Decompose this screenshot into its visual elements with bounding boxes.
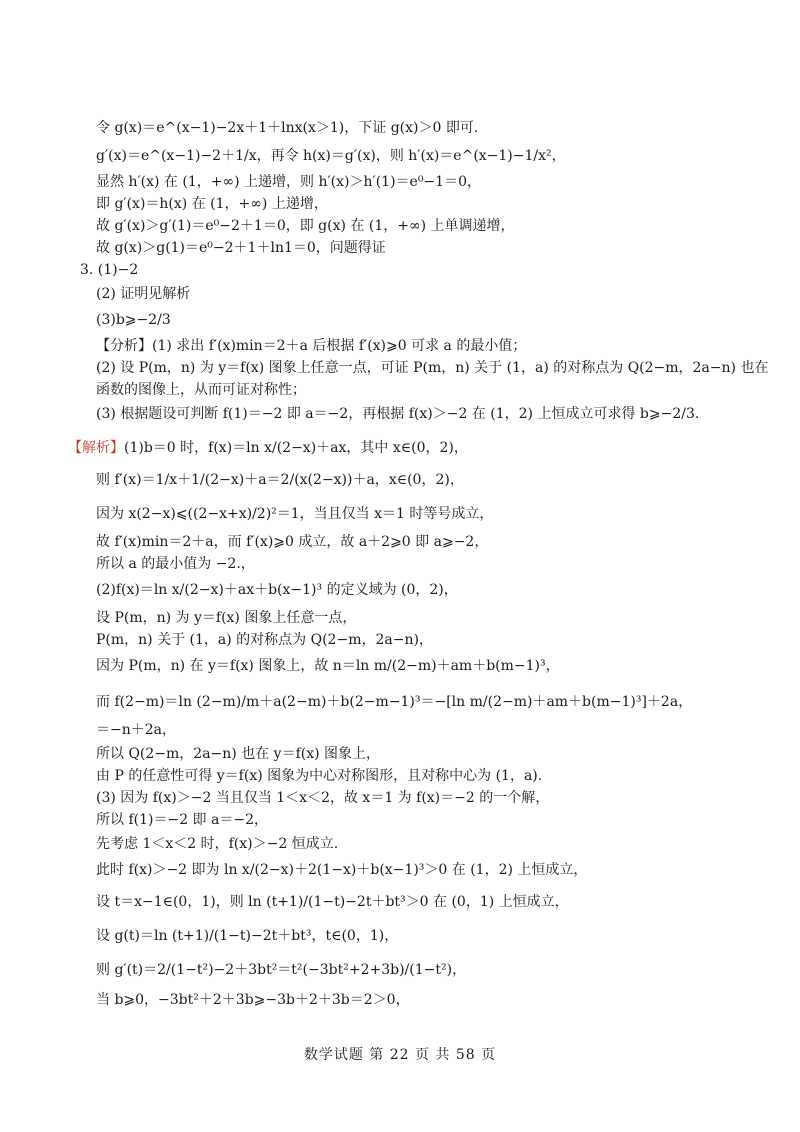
line-text: 而 f(2−m)＝ln (2−m)/m＋a(2−m)＋b(2−m−1)³＝−[ln m/(2−m)＋am＋b(m−1)³]＋2a， <box>96 694 693 710</box>
line-text: 设 g(t)＝ln (t+1)/(1−t)−2t＋bt³，t∈(0，1)， <box>96 928 399 944</box>
text-line <box>96 310 716 330</box>
line-text: 所以 a 的最小值为 −2.， <box>96 556 255 572</box>
text-line <box>96 146 716 166</box>
line-text: (1)b＝0 时，f(x)＝ln x/(2−x)＋ax，其中 x∈(0，2)， <box>124 440 468 456</box>
text-line <box>96 766 716 786</box>
text-line <box>96 744 716 764</box>
text-line <box>96 630 716 650</box>
line-text: 则 g′(t)＝2/(1−t²)−2＋3bt²＝t²(−3bt²+2+3b)/(1−t²)， <box>96 962 467 978</box>
line-text: 所以 f(1)＝−2 即 a＝−2， <box>96 812 268 828</box>
text-line <box>96 404 716 424</box>
line-text: (3) 根据题设可判断 f(1)＝−2 即 a＝−2，再根据 f(x)＞−2 在 (1，2) 上恒成立可求得 b⩾−2/3. <box>96 406 700 422</box>
line-text: 因为 x(2−x)⩽((2−x+x)/2)²＝1，当且仅当 x＝1 时等号成立， <box>96 506 494 522</box>
text-line <box>96 238 716 258</box>
line-text: 【分析】(1) 求出 f′(x)min＝2＋a 后根据 f′(x)⩾0 可求 a 的最小值； <box>96 338 527 354</box>
text-line <box>96 810 716 830</box>
line-text: 设 P(m，n) 为 y＝f(x) 图象上任意一点， <box>96 610 357 626</box>
text-line <box>96 532 716 552</box>
text-line <box>96 336 716 356</box>
line-text: (2) 证明见解析 <box>96 286 191 302</box>
line-text: 设 t＝x−1∈(0，1)，则 ln (t+1)/(1−t)−2t＋bt³＞0 在 (0，1) 上恒成立， <box>96 894 569 910</box>
line-text: 故 g′(x)＞g′(1)＝e⁰−2＋1＝0，即 g(x) 在 (1，+∞) 上单调递增， <box>96 218 515 234</box>
text-line <box>96 554 716 574</box>
line-text: 此时 f(x)＞−2 即为 ln x/(2−x)＋2(1−x)＋b(x−1)³＞0 在 (1，2) 上恒成立， <box>96 862 588 878</box>
text-line <box>96 834 716 854</box>
text-line <box>96 892 716 912</box>
text-line <box>96 860 716 880</box>
text-line <box>96 720 716 740</box>
line-text: (2) 设 P(m，n) 为 y＝f(x) 图象上任意一点，可证 P(m，n) 关于 (1，a) 的对称点为 Q(2−m，2a−n) 也在 <box>96 360 769 376</box>
text-line <box>96 608 716 628</box>
line-text: 显然 h′(x) 在 (1，+∞) 上递增，则 h′(x)＞h′(1)＝e⁰−1＝0， <box>96 174 481 190</box>
text-line <box>96 194 716 214</box>
line-text: ＝−n＋2a， <box>96 722 177 738</box>
text-line <box>96 380 716 400</box>
text-line <box>96 960 716 980</box>
line-text: 3. (1)−2 <box>80 262 139 278</box>
text-line <box>96 470 716 490</box>
text-line <box>96 358 769 378</box>
text-line <box>96 118 716 138</box>
text-line <box>68 438 688 458</box>
text-line <box>96 990 716 1010</box>
text-line <box>96 656 716 676</box>
line-text: 当 b⩾0，−3bt²＋2＋3b⩾−3b＋2＋3b＝2＞0， <box>96 992 410 1008</box>
page-footer: 数学试题 第 22 页 共 58 页 <box>303 1047 497 1063</box>
text-line <box>96 504 716 524</box>
text-line <box>96 692 716 712</box>
text-line <box>96 926 716 946</box>
line-text: (3)b⩾−2/3 <box>96 312 171 328</box>
line-text: 则 f′(x)＝1/x＋1/(2−x)＋a＝2/(x(2−x))＋a，x∈(0，2)， <box>96 472 464 488</box>
text-line <box>96 788 716 808</box>
line-text: 即 g′(x)＝h(x) 在 (1，+∞) 上递增， <box>96 196 328 212</box>
line-text: 令 g(x)＝e^(x−1)−2x＋1＋lnx(x＞1)，下证 g(x)＞0 即可. <box>96 120 479 136</box>
solution-label: 【解析】 <box>68 440 124 456</box>
text-line <box>96 580 716 600</box>
line-text: 故 g(x)＞g(1)＝e⁰−2＋1＋ln1＝0，问题得证 <box>96 240 386 256</box>
line-text: 函数的图像上，从而可证对称性； <box>96 382 306 398</box>
line-text: g′(x)＝e^(x−1)−2＋1/x，再令 h(x)＝g′(x)，则 h′(x)＝e^(x−1)−1/x²， <box>96 148 566 164</box>
text-line <box>80 260 700 280</box>
line-text: 因为 P(m，n) 在 y＝f(x) 图象上，故 n＝ln m/(2−m)＋am＋b(m−1)³， <box>96 658 560 674</box>
line-text: 故 f′(x)min＝2＋a，而 f′(x)⩾0 成立，故 a＋2⩾0 即 a⩾−2， <box>96 534 489 550</box>
line-text: (2)f(x)＝ln x/(2−x)＋ax＋b(x−1)³ 的定义域为 (0，2)， <box>96 582 458 598</box>
line-text: 所以 Q(2−m，2a−n) 也在 y＝f(x) 图象上， <box>96 746 381 762</box>
line-text: (3) 因为 f(x)＞−2 当且仅当 1＜x＜2，故 x＝1 为 f(x)＝−2 的一个解， <box>96 790 550 806</box>
line-text: 先考虑 1＜x＜2 时，f(x)＞−2 恒成立. <box>96 836 339 852</box>
line-text: P(m，n) 关于 (1，a) 的对称点为 Q(2−m，2a−n)， <box>96 632 433 648</box>
line-text: 由 P 的任意性可得 y＝f(x) 图象为中心对称图形，且对称中心为 (1，a). <box>96 768 543 784</box>
text-line <box>96 216 716 236</box>
text-line <box>96 284 716 304</box>
text-line <box>96 172 716 192</box>
